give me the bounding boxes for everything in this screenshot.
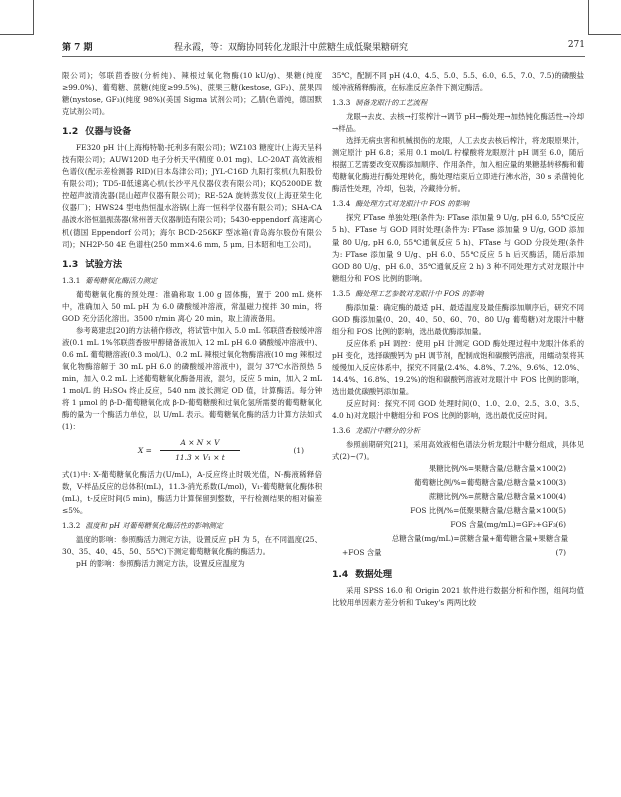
- equation-6: [332, 519, 584, 533]
- data-processing-paragraph: 采用 SPSS 16.0 和 Origin 2021 软件进行数据分析和作图，组间均值比较用单因素方差分析和 Tukey's 两两比较: [332, 586, 584, 608]
- section-title: 试验方法: [85, 258, 123, 270]
- subsection-heading-temp-ph: [62, 520, 322, 532]
- subsection-heading-process-params: [332, 288, 584, 300]
- subsection-heading-treatment-mode: [332, 198, 584, 210]
- equation-7-line-2: [332, 547, 584, 561]
- section-title: 数据处理: [355, 569, 393, 581]
- temperature-effect-paragraph: 温度的影响：参照酶活力测定方法，设置反应 pH 为 5，在不同温度(25、30、35、40、45、50、55℃)下测定葡萄糖氧化酶的酶活力。: [62, 535, 322, 557]
- equation-lhs: X =: [138, 446, 152, 456]
- left-column: [62, 70, 322, 571]
- subsection-number: 1.3.2: [62, 521, 81, 531]
- subsection-title: 酶处理工艺参数对龙眼汁中 FOS 的影响: [355, 288, 484, 298]
- process-description-paragraph: 选择无病虫害和机械损伤的龙眼，人工去皮去核后榨汁，将龙眼原果汁，测定原汁 pH 6.8；采用 0.1 mol/L 柠檬酸将龙眼原汁 pH 调至 6.0，随后根据工艺需要改变双酶添加顺序、作用条件，加入相应量的果糖基转移酶和葡萄糖氧化酶进行酶处理转化，酶处理结束后立即进行沸水浴，30 s 杀菌钝化酶活性处理，冷却，包装，冷藏待分析。: [332, 136, 584, 194]
- ph-control-paragraph: 反应体系 pH 调控：使用 pH 计测定 GOD 酶处理过程中龙眼汁体系的 pH 变化，选择碳酸钙为 pH 调节剂，配制成饱和碳酸钙溶液，用蠕动泵将其缓慢加入反应体系中，探究不同量(2.4%、4.8%、7.2%、9.6%、12.0%、14.4%、16.8%、19.2%)的饱和碳酸钙溶液对龙眼汁中 FOS 比例的影响，选出最优碳酸钙添加量。: [332, 338, 584, 397]
- crop-mark-top-right-h: [588, 34, 621, 35]
- section-heading-methods: [62, 259, 322, 271]
- ph-effect-paragraph-cont: 35℃，配制不同 pH (4.0、4.5、5.0、5.5、6.0、6.5、7.0、7.5)的磷酸盐缓冲液稀释酶液，在标准反应条件下测定酶活。: [332, 71, 584, 93]
- crop-mark-top-left-h: [0, 34, 34, 35]
- subsection-heading-process-flow: [332, 97, 584, 109]
- equation-number: (7): [555, 548, 566, 558]
- equation-1-explanation: 式(1)中: X-葡萄糖氧化酶活力(U/mL)，A-反应终止时吸光值，N-酶液稀释倍数，V-样品反应的总体积(mL)，11.3-消光系数(L/mol)，V₁-葡萄糖氧化酶体积(mL)，t-反应时间(5 min)，酶活力计算保留到整数，平行检测结果的相对偏差≤5%。: [62, 470, 322, 516]
- page-number: 271: [567, 40, 585, 50]
- subsection-title: 制备龙眼汁的工艺流程: [355, 98, 428, 108]
- equation-text: 总糖含量(mg/mL)=蔗糖含量+葡萄糖含量+果糖含量: [391, 534, 568, 544]
- subsection-heading-god-activity: [62, 275, 322, 287]
- equation-denominator: 11.3 × V₁ × t: [175, 453, 225, 463]
- equation-number: (2): [555, 464, 566, 474]
- equation-number: (6): [555, 520, 566, 530]
- equation-7-line-1: [332, 533, 584, 547]
- section-number: 1.3: [62, 258, 79, 270]
- subsection-title: 龙眼汁中糖分的分析: [355, 426, 420, 436]
- equation-number: (5): [555, 506, 566, 516]
- equation-text: FOS 含量(mg/mL)=GF₂+GF₃: [450, 520, 556, 530]
- equation-text: +FOS 含量: [342, 548, 382, 558]
- equation-fraction: [160, 437, 240, 464]
- issue-number: 第 7 期: [62, 43, 93, 53]
- section-number: 1.2: [62, 126, 79, 138]
- materials-paragraph-end: 限公司)；邻联茴香胺(分析纯)、辣根过氧化物酶(10 kU/g)、果糖(纯度≥99.0%)、葡萄糖、蔗糖(纯度≥99.5%)、蔗果三糖(kestose, GF₂)、蔗果四糖(nystose, GF₃)(纯度 98%)(美国 Sigma 试剂公司)；乙腈(色谱纯，德国默克试剂公司)。: [62, 71, 322, 117]
- enzyme-dosage-paragraph: 酶添加量：确定酶的最适 pH、最适温度及最佳酶添加顺序后，研究不同 GOD 酶添加量(0、20、40、50、60、70、80 U/g 葡萄糖)对龙眼汁中糖组分和 FOS 比例的影响，选出最优酶添加量。: [332, 302, 584, 336]
- subsection-number: 1.3.4: [332, 199, 351, 209]
- equation-number: (3): [555, 478, 566, 488]
- equation-5: [332, 505, 584, 519]
- equation-number: (4): [555, 492, 566, 502]
- equation-text: 葡萄糖比例/%=葡萄糖含量/总糖含量×100: [414, 478, 556, 488]
- subsection-heading-sugar-analysis: [332, 425, 584, 437]
- treatment-mode-paragraph: 探究 FTase 单独处理(条件为: FTase 添加量 9 U/g, pH 6.0, 55℃反应 5 h)、FTase 与 GOD 同时处理(条件为: FTase 添加量 9 U/g, GOD 添加量 80 U/g, pH 6.0, 55℃通氧反应 5 h)、FTase 与 GOD 分段处理(条件为: FTase 添加量 9 U/g、pH 6.0、55℃反应 5 h 后灭酶活，随后添加 GOD 80 U/g、pH 6.0、35℃通氧反应 2 h) 3 种不同处理方式对龙眼汁中糖组分和 FOS 比例的影响。: [332, 213, 584, 283]
- subsection-title: 葡萄糖氧化酶活力测定: [85, 275, 158, 285]
- crop-mark-top-right-v: [588, 0, 589, 34]
- subsection-title: 酶处理方式对龙眼汁中 FOS 的影响: [355, 199, 470, 209]
- crop-mark-top-left-v: [33, 0, 34, 34]
- subsection-number: 1.3.1: [62, 275, 81, 285]
- sugar-analysis-paragraph: 参照前期研究[21]，采用高效液相色谱法分析龙眼汁中糖分组成，具体见式(2)~(7)。: [332, 440, 584, 462]
- equation-number: (1): [293, 446, 304, 456]
- section-heading-instruments: [62, 126, 322, 138]
- god-assay-paragraph: 参考葛建忠[20]的方法稍作修改，将试管中加入 5.0 mL 邻联茴香胺缓冲溶液(0.1 mL 1%邻联茴香胺甲醇储备液加入 12 mL pH 6.0 磷酸缓冲溶液中)、0.6 mL 葡萄糖溶液(0.3 mol/L)、0.2 mL 辣根过氧化物酶溶液(10 mg 辣根过氧化物酶溶解于 30 mL pH 6.0 的磷酸缓冲溶液中)，混匀 37℃水浴预热 5 min，加入 0.2 mL 上述葡萄糖氧化酶备用液，混匀，反应 5 min，加入 2 mL 1 mol/L 的 H₂SO₄ 终止反应，540 nm 波长测定 OD 值，计算酶活。每分钟将 1 μmol 的 β-D-葡萄糖氧化成 β-D-葡萄糖酸和过氧化氢所需要的葡萄糖氧化酶的量为一个酶活力单位，以 U/mL 表示。葡萄糖氧化酶的活力计算方法如式(1)：: [62, 325, 322, 432]
- section-title: 仪器与设备: [85, 126, 132, 138]
- section-heading-data-processing: [332, 569, 584, 581]
- equation-3: [332, 477, 584, 491]
- right-column: [332, 70, 584, 609]
- header-rule: [62, 56, 585, 57]
- running-title: 程永霞，等：双酶协同转化龙眼汁中蔗糖生成低聚果糖研究: [174, 43, 409, 53]
- god-pretreatment-paragraph: 葡萄糖氧化酶的预处理：准确称取 1.00 g 固体酶，置于 200 mL 烧杯中，准确加入 50 mL pH 为 6.0 磷酸缓冲溶液，常温磁力搅拌 30 min，将 GOD 充分活化溶出。3500 r/min 离心 20 min，取上清液备用。: [62, 289, 322, 323]
- subsection-number: 1.3.5: [332, 288, 351, 298]
- reaction-time-paragraph: 反应时间：探究不同 GOD 处理时间(0、1.0、2.0、2.5、3.0、3.5、4.0 h)对龙眼汁中糖组分和 FOS 比例的影响，选出最优反应时间。: [332, 399, 584, 421]
- equation-numerator: A × N × V: [160, 437, 240, 451]
- equation-text: 果糖比例/%=果糖含量/总糖含量×100: [428, 464, 556, 474]
- subsection-number: 1.3.3: [332, 98, 351, 108]
- equation-4: [332, 491, 584, 505]
- instruments-paragraph: FE320 pH 计(上海梅特勒-托利多有限公司)；WZ103 糖度计(上海天呈科技有限公司)；AUW120D 电子分析天平(精度 0.01 mg)、LC-20AT 高效液相色谱仪(配示差检测器 RID)(日本岛津公司)；JYL-C16D 九阳打浆机(九阳股份有限公司)；TD5-Ⅱ低速离心机(长沙平凡仪器仪表有限公司)；KQ5200DE 数控超声波清洗器(昆山超声仪器有限公司)；RE-52A 旋转蒸发仪(上海亚荣生化仪器厂)；HWS24 型电热恒温水浴锅(上海一恒科学仪器有限公司)；SHA-CA 晶波水浴恒温振荡器(常州普天仪器制造有限公司)；5430-eppendorf 高速离心机(德国 Eppendorf 公司)；海尔 BCD-256KF 型冰箱(青岛海尔股份有限公司)；NH2P-50 4E 色谱柱(250 mm×4.6 mm, 5 μm, 日本昭和电工公司)。: [62, 143, 322, 249]
- ph-effect-paragraph: pH 的影响：参照酶活力测定方法，设置反应温度为: [76, 559, 245, 569]
- equation-1: [62, 437, 322, 465]
- running-header: [62, 40, 585, 54]
- equation-text: 蔗糖比例/%=蔗糖含量/总糖含量×100: [428, 492, 556, 502]
- subsection-number: 1.3.6: [332, 426, 351, 436]
- equation-text: FOS 比例/%=低聚果糖含量/总糖含量×100: [410, 506, 556, 516]
- equation-2: [332, 463, 584, 477]
- section-number: 1.4: [332, 569, 349, 581]
- subsection-title: 温度和 pH 对葡萄糖氧化酶活性的影响测定: [85, 521, 223, 531]
- process-flow-line: 龙眼→去皮、去核→打浆榨汁→调节 pH→酶处理→加热钝化酶活性→冷却→样品。: [332, 112, 584, 134]
